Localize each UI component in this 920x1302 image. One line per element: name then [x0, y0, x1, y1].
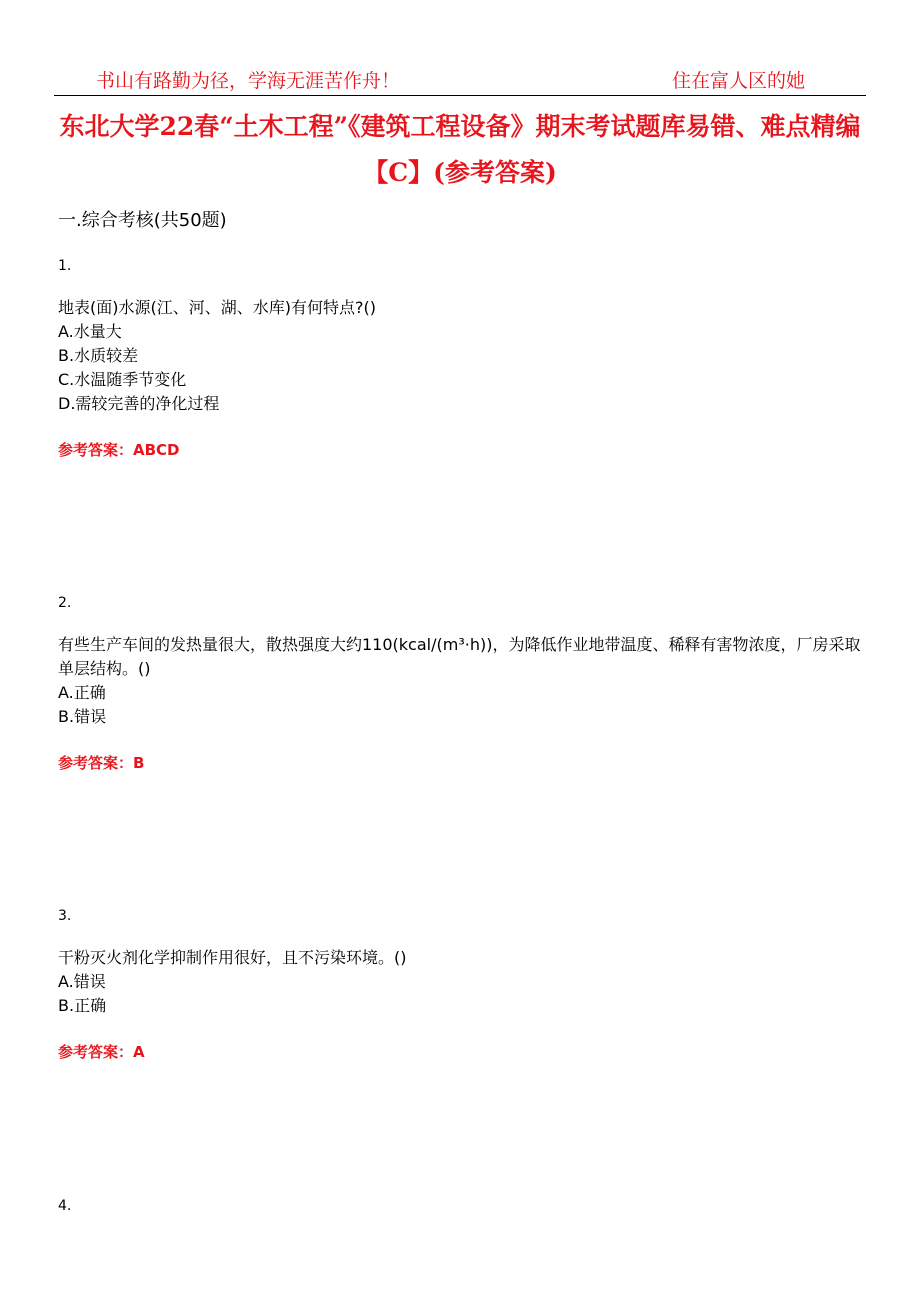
question-number: 4. [58, 1198, 72, 1214]
header-author: 住在富人区的她 [672, 70, 806, 92]
answer-key: 参考答案：A [58, 1043, 145, 1061]
header-motto: 书山有路勤为径，学海无涯苦作舟！ [96, 70, 401, 92]
option-d: D.需较完善的净化过程 [58, 394, 220, 413]
option-c: C.水温随季节变化 [58, 370, 187, 389]
question-4 [58, 1196, 870, 1236]
question-number: 2. [58, 595, 72, 611]
option-list [58, 970, 870, 1018]
section-heading: 一.综合考核(共50题) [58, 210, 227, 231]
question-2 [58, 593, 870, 773]
header-divider [54, 95, 866, 96]
question-stem: 地表(面)水源(江、河、湖、水库)有何特点?() [58, 298, 376, 317]
question-number: 3. [58, 908, 72, 924]
option-b: B.正确 [58, 996, 107, 1015]
option-list [58, 320, 870, 416]
option-a: A.水量大 [58, 322, 122, 341]
option-b: B.错误 [58, 707, 107, 726]
question-number: 1. [58, 258, 72, 274]
answer-key: 参考答案：B [58, 754, 145, 772]
question-3 [58, 906, 870, 1062]
question-stem: 有些生产车间的发热量很大，散热强度大约110(kcal/(m³·h))，为降低作业地带温度、稀释有害物浓度，厂房采取单层结构。() [58, 635, 861, 678]
option-a: A.正确 [58, 683, 106, 702]
option-list [58, 681, 870, 729]
answer-key: 参考答案：ABCD [58, 441, 180, 459]
option-b: B.水质较差 [58, 346, 139, 365]
question-1 [58, 256, 870, 460]
document-title: 东北大学22春“土木工程”《建筑工程设备》期末考试题库易错、难点精编【C】(参考答案) [59, 112, 861, 187]
question-stem: 干粉灭火剂化学抑制作用很好，且不污染环境。() [58, 948, 407, 967]
option-a: A.错误 [58, 972, 106, 991]
